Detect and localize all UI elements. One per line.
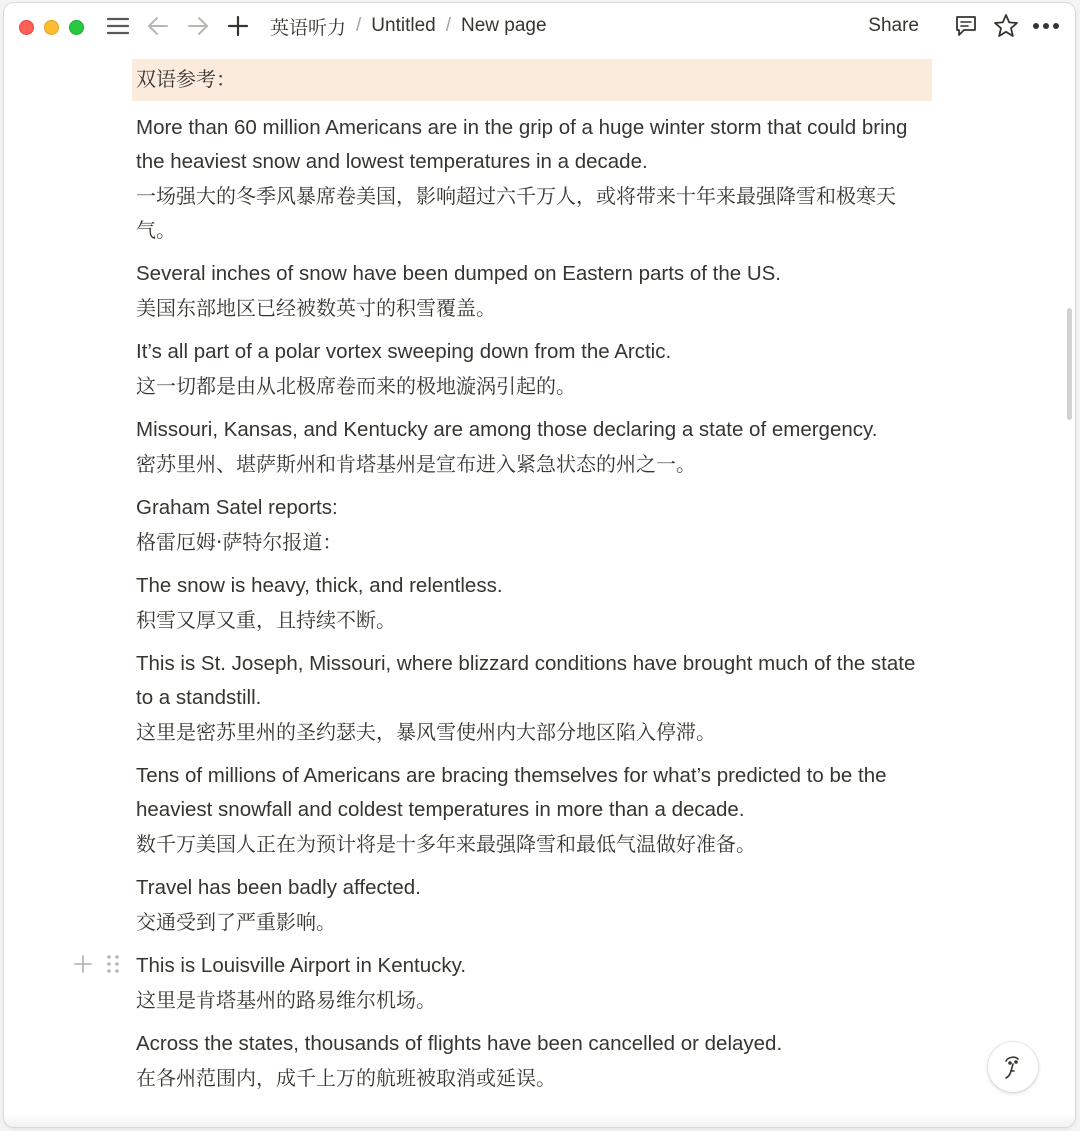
window-controls xyxy=(19,20,94,35)
add-block-icon[interactable] xyxy=(72,953,94,975)
text-blocks xyxy=(132,111,932,1095)
help-button[interactable] xyxy=(988,1042,1038,1092)
back-arrow-icon[interactable] xyxy=(144,12,172,40)
english-text: Tens of millions of Americans are bracing themselves for what’s predicted to be the heaviest snowfall and coldest temperatures in more than a decade. xyxy=(136,764,887,821)
chinese-text: 一场强大的冬季风暴席卷美国，影响超过六千万人，或将带来十年来最强降雪和极寒天气。 xyxy=(136,184,896,242)
app-window xyxy=(4,3,1075,1127)
more-icon[interactable] xyxy=(1031,11,1061,41)
text-block[interactable] xyxy=(132,257,932,325)
text-block[interactable] xyxy=(132,111,932,247)
chinese-text: 积雪又厚又重，且持续不断。 xyxy=(136,608,396,632)
english-text: More than 60 million Americans are in the grip of a huge winter storm that could bring the heaviest snow and lowest temperatures in a decade. xyxy=(136,116,908,173)
bottom-fade xyxy=(4,1113,1075,1127)
chinese-text: 数千万美国人正在为预计将是十多年来最强降雪和最低气温做好准备。 xyxy=(136,832,756,856)
breadcrumb-workspace[interactable]: 英语听力 xyxy=(270,17,347,39)
scrollbar-thumb[interactable] xyxy=(1067,308,1072,420)
breadcrumb-separator: / xyxy=(445,15,451,36)
help-icon xyxy=(998,1052,1028,1082)
text-block[interactable] xyxy=(132,491,932,559)
block-handle xyxy=(72,953,122,975)
english-text: The snow is heavy, thick, and relentless. xyxy=(136,574,503,597)
drag-handle-icon[interactable] xyxy=(104,953,122,975)
english-text: Several inches of snow have been dumped on Eastern parts of the US. xyxy=(136,262,781,285)
comment-icon[interactable] xyxy=(951,11,981,41)
breadcrumb-separator: / xyxy=(356,15,362,36)
zoom-window-button[interactable] xyxy=(69,20,84,35)
minimize-window-button[interactable] xyxy=(44,20,59,35)
chinese-text: 这一切都是由从北极席卷而来的极地漩涡引起的。 xyxy=(136,374,576,398)
menu-icon[interactable] xyxy=(104,12,132,40)
breadcrumb xyxy=(266,13,551,40)
chinese-text: 这里是密苏里州的圣约瑟夫，暴风雪使州内大部分地区陷入停滞。 xyxy=(136,720,716,744)
breadcrumb-current-page[interactable]: New page xyxy=(461,15,547,36)
chinese-text: 格雷厄姆·萨特尔报道： xyxy=(136,530,343,554)
text-block[interactable] xyxy=(132,759,932,861)
chinese-text: 在各州范围内，成千上万的航班被取消或延误。 xyxy=(136,1066,556,1090)
english-text: This is St. Joseph, Missouri, where blizzard conditions have brought much of the state to a standstill. xyxy=(136,652,916,709)
plus-icon[interactable] xyxy=(224,12,252,40)
text-block[interactable] xyxy=(132,335,932,403)
callout-block[interactable]: 双语参考： xyxy=(132,59,932,101)
text-block[interactable] xyxy=(132,569,932,637)
chinese-text: 美国东部地区已经被数英寸的积雪覆盖。 xyxy=(136,296,496,320)
top-bar xyxy=(4,3,1075,49)
close-window-button[interactable] xyxy=(19,20,34,35)
english-text: Travel has been badly affected. xyxy=(136,876,421,899)
forward-arrow-icon[interactable] xyxy=(184,12,212,40)
text-block[interactable] xyxy=(132,647,932,749)
text-block[interactable] xyxy=(132,1027,932,1095)
navigation xyxy=(104,11,551,41)
star-icon[interactable] xyxy=(991,11,1021,41)
english-text: Across the states, thousands of flights have been cancelled or delayed. xyxy=(136,1032,783,1055)
chinese-text: 这里是肯塔基州的路易维尔机场。 xyxy=(136,988,436,1012)
text-block[interactable] xyxy=(132,871,932,939)
chinese-text: 交通受到了严重影响。 xyxy=(136,910,336,934)
breadcrumb-untitled[interactable]: Untitled xyxy=(371,15,436,36)
english-text: Graham Satel reports: xyxy=(136,496,338,519)
english-text: Missouri, Kansas, and Kentucky are among those declaring a state of emergency. xyxy=(136,418,878,441)
english-text: This is Louisville Airport in Kentucky. xyxy=(136,954,467,977)
topbar-actions xyxy=(868,11,1061,41)
share-button[interactable]: Share xyxy=(868,15,919,36)
text-block[interactable] xyxy=(132,413,932,481)
page-content xyxy=(132,59,932,1095)
english-text: It’s all part of a polar vortex sweeping down from the Arctic. xyxy=(136,340,672,363)
text-block-hovered[interactable] xyxy=(132,949,932,1017)
chinese-text: 密苏里州、堪萨斯州和肯塔基州是宣布进入紧急状态的州之一。 xyxy=(136,452,696,476)
